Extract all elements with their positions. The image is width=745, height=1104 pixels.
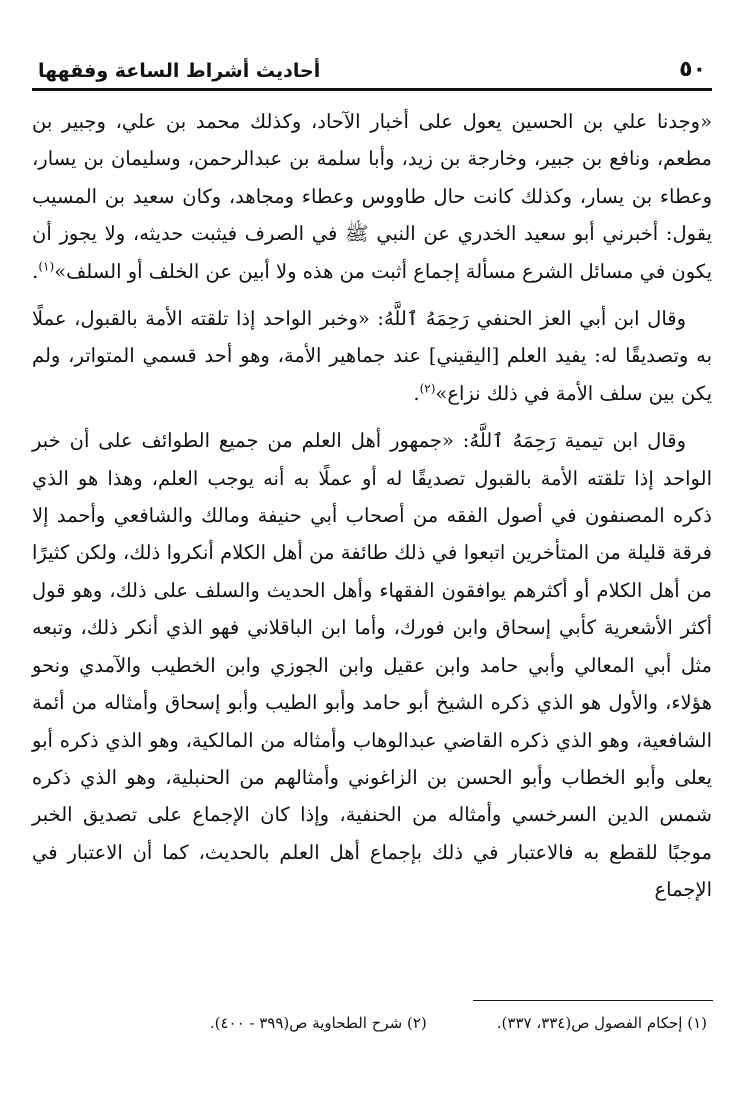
paragraph-ibn-abi-al-izz <box>32 300 712 412</box>
main-text <box>32 103 712 909</box>
paragraph-tail: . <box>413 381 420 405</box>
footnote-2: (٢) شرح الطحاوية ص(٣٩٩ - ٤٠٠). <box>209 1014 427 1032</box>
footnote-reference-2: (٢) <box>419 381 436 396</box>
footnote-separator <box>473 1000 713 1001</box>
paragraph-quote-continuation <box>32 103 712 290</box>
paragraph-ibn-taymiyyah <box>32 422 712 908</box>
paragraph-text: «وجدنا علي بن الحسين يعول على أخبار الآحاد، وكذلك محمد بن علي، وجبير بن مطعم، ونافع بن جبير، وخارجة بن زيد، وأبا سلمة بن عبدالرحمن، وسليمان بن يسار، وعطاء بن يسار، وكذلك كانت حال طاووس وعطاء ومجاهد، وكان سعيد بن المسيب يقول: أخبرني أبو سعيد الخدري عن النبي ﷺ في الصرف فيثبت حديثه، ولا يجوز أن يكون في مسائل الشرع مسألة إجماع أثبت من هذه ولا أبين عن الخلف أو السلف» <box>32 110 712 283</box>
running-title: أحاديث أشراط الساعة وفقهها <box>38 60 321 82</box>
header-rule <box>32 88 712 91</box>
footnote-reference-1: (١) <box>38 259 55 274</box>
paragraph-text: وقال ابن أبي العز الحنفي رَحِمَهُ ٱللَّهُ: «وخبر الواحد إذا تلقته الأمة بالقبول، عملًا به وتصديقًا له: يفيد العلم [اليقيني] عند جماهير الأمة، وهو أحد قسمي المتواتر، ولم يكن بين سلف الأمة في ذلك نزاع» <box>32 307 712 405</box>
book-page <box>32 48 712 919</box>
running-header <box>32 48 712 88</box>
footnotes <box>47 1012 707 1034</box>
paragraph-text: وقال ابن تيمية رَحِمَهُ ٱللَّهُ: «جمهور أهل العلم من جميع الطوائف على أن خبر الواحد إذا تلقته الأمة بالقبول تصديقًا له أو عملًا به أنه يوجب العلم، وهذا هو الذي ذكره المصنفون في أصول الفقه من أصحاب أبي حنيفة ومالك والشافعي وأحمد إلا فرقة قليلة من المتأخرين اتبعوا في ذلك طائفة من أهل الكلام أنكروا ذلك، ولكن كثيرًا من أهل الكلام أو أكثرهم يوافقون الفقهاء وأهل الحديث والسلف على ذلك، وهو قول أكثر الأشعرية كأبي إسحاق وابن فورك، وأما ابن الباقلاني فهو الذي أنكر ذلك، وتبعه مثل أبي المعالي وأبي حامد وابن عقيل وابن الجوزي وابن الخطيب والآمدي ونحو هؤلاء، والأول هو الذي ذكره الشيخ أبو حامد وأبو الطيب وأبو إسحاق وأمثاله من أئمة الشافعية، وهو الذي ذكره القاضي عبدالوهاب وأمثاله من المالكية، وهو الذي ذكره أبو يعلى وأبو الخطاب وأبو الحسن بن الزاغوني وأمثالهم من الحنبلية، وهو الذي ذكره شمس الدين السرخسي وأمثاله من الحنفية، وإذا كان الإجماع على تصديق الخبر موجبًا للقطع به فالاعتبار في ذلك بإجماع أهل العلم بالحديث، كما أن الاعتبار في الإجماع <box>32 429 712 902</box>
page-number: ٥٠ <box>679 57 706 82</box>
paragraph-tail: . <box>32 259 39 283</box>
footnote-1: (١) إحكام الفصول ص(٣٣٤، ٣٣٧). <box>496 1014 707 1032</box>
